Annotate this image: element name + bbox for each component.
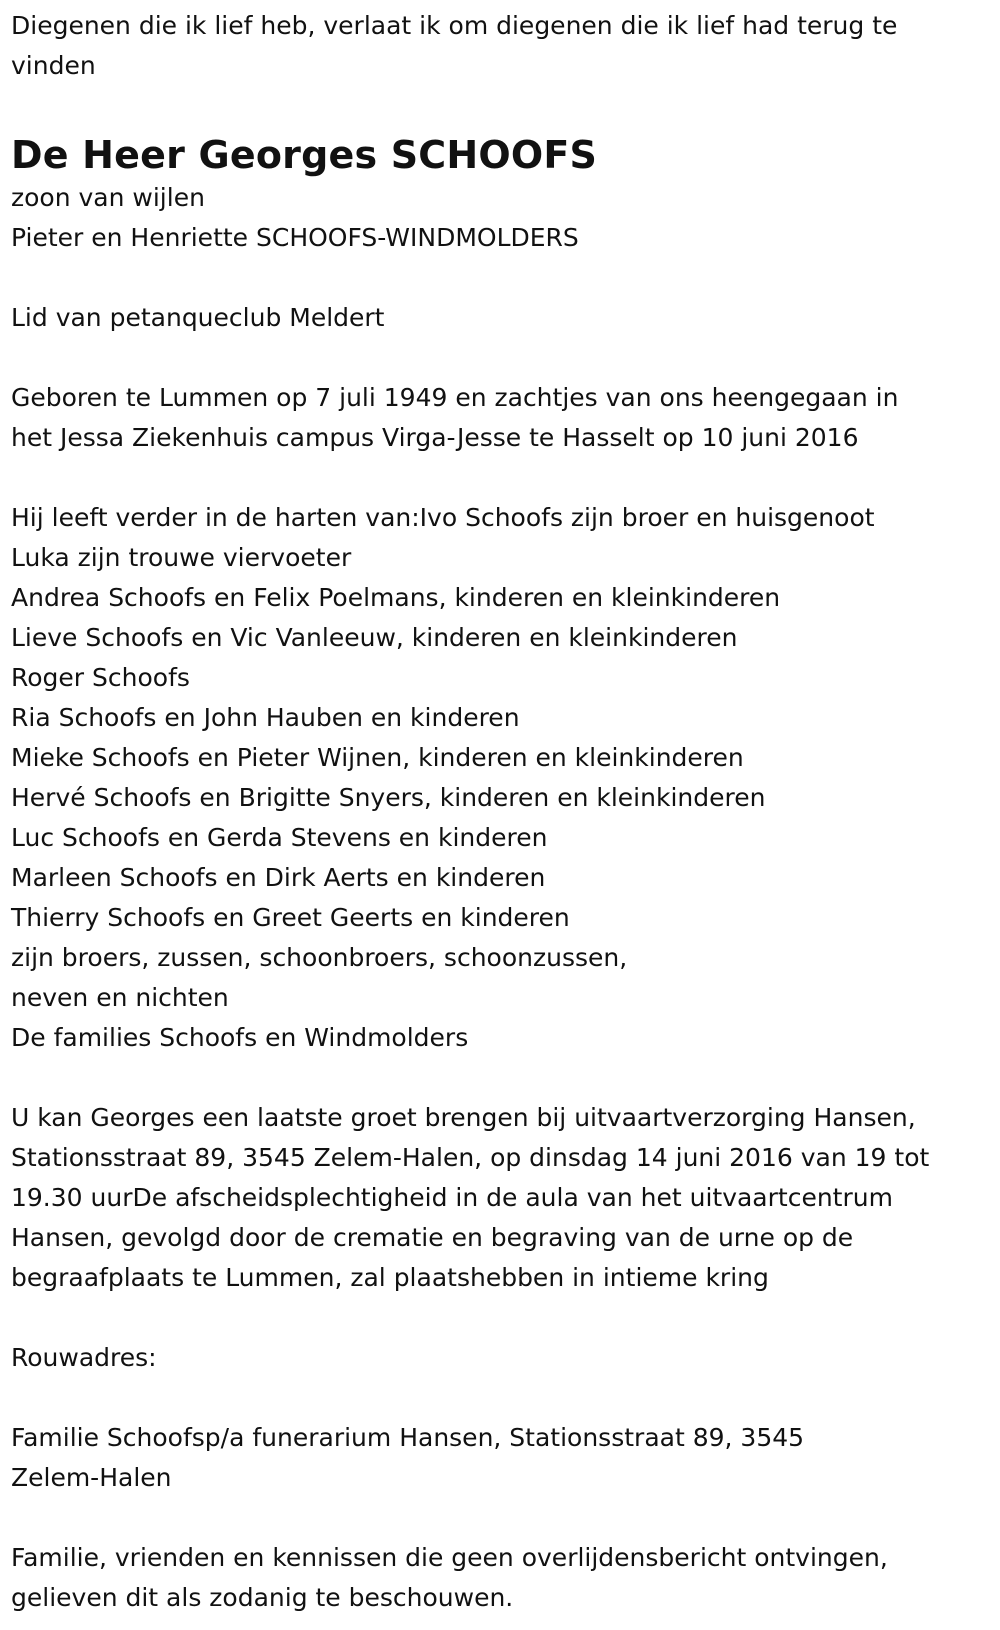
closing-line: gelieven dit als zodanig te beschouwen. bbox=[11, 1583, 514, 1612]
membership: Lid van petanqueclub Meldert bbox=[11, 303, 385, 332]
survivor-line: zijn broers, zussen, schoonbroers, schoonzussen, bbox=[11, 943, 628, 972]
survivor-line: Mieke Schoofs en Pieter Wijnen, kinderen en kleinkinderen bbox=[11, 743, 744, 772]
birth-death-line: Geboren te Lummen op 7 juli 1949 en zachtjes van ons heengegaan in bbox=[11, 383, 899, 412]
condolence-label: Rouwadres: bbox=[11, 1343, 157, 1372]
farewell-block bbox=[11, 1098, 990, 1298]
deceased-name: De Heer Georges SCHOOFS bbox=[11, 133, 598, 177]
motto: Diegenen die ik lief heb, verlaat ik om diegenen die ik lief had terug te vinden bbox=[11, 11, 898, 80]
parents: Pieter en Henriette SCHOOFS-WINDMOLDERS bbox=[11, 223, 579, 252]
survivor-line: De families Schoofs en Windmolders bbox=[11, 1023, 469, 1052]
farewell-line: Hansen, gevolgd door de crematie en begraving van de urne op de bbox=[11, 1223, 854, 1252]
survivor-line: Andrea Schoofs en Felix Poelmans, kinderen en kleinkinderen bbox=[11, 583, 781, 612]
survivor-line: Hervé Schoofs en Brigitte Snyers, kinderen en kleinkinderen bbox=[11, 783, 766, 812]
survivor-line: Ria Schoofs en John Hauben en kinderen bbox=[11, 703, 520, 732]
survivor-line: Luka zijn trouwe viervoeter bbox=[11, 543, 352, 572]
survivor-line: Marleen Schoofs en Dirk Aerts en kinderen bbox=[11, 863, 546, 892]
survivor-line: Luc Schoofs en Gerda Stevens en kinderen bbox=[11, 823, 548, 852]
condolence-address-line: Zelem-Halen bbox=[11, 1463, 172, 1492]
birth-death-block bbox=[11, 378, 990, 458]
survivor-line: Thierry Schoofs en Greet Geerts en kinderen bbox=[11, 903, 570, 932]
condolence-address-line: Familie Schoofsp/a funerarium Hansen, Stationsstraat 89, 3545 bbox=[11, 1423, 805, 1452]
birth-death-line: het Jessa Ziekenhuis campus Virga-Jesse te Hasselt op 10 juni 2016 bbox=[11, 423, 859, 452]
survivor-line: Roger Schoofs bbox=[11, 663, 190, 692]
farewell-line: U kan Georges een laatste groet brengen bij uitvaartverzorging Hansen, bbox=[11, 1103, 916, 1132]
survivor-line: Lieve Schoofs en Vic Vanleeuw, kinderen en kleinkinderen bbox=[11, 623, 738, 652]
parents-intro: zoon van wijlen bbox=[11, 183, 205, 212]
closing-note bbox=[11, 1538, 990, 1618]
farewell-line: begraafplaats te Lummen, zal plaatshebben in intieme kring bbox=[11, 1263, 769, 1292]
farewell-line: Stationsstraat 89, 3545 Zelem-Halen, op dinsdag 14 juni 2016 van 19 tot bbox=[11, 1143, 930, 1172]
survivors-list bbox=[11, 498, 990, 1058]
closing-line: Familie, vrienden en kennissen die geen overlijdensbericht ontvingen, bbox=[11, 1543, 888, 1572]
survivor-line: Hij leeft verder in de harten van:Ivo Schoofs zijn broer en huisgenoot bbox=[11, 503, 875, 532]
condolence-address bbox=[11, 1418, 990, 1498]
farewell-line: 19.30 uurDe afscheidsplechtigheid in de aula van het uitvaartcentrum bbox=[11, 1183, 893, 1212]
survivor-line: neven en nichten bbox=[11, 983, 229, 1012]
